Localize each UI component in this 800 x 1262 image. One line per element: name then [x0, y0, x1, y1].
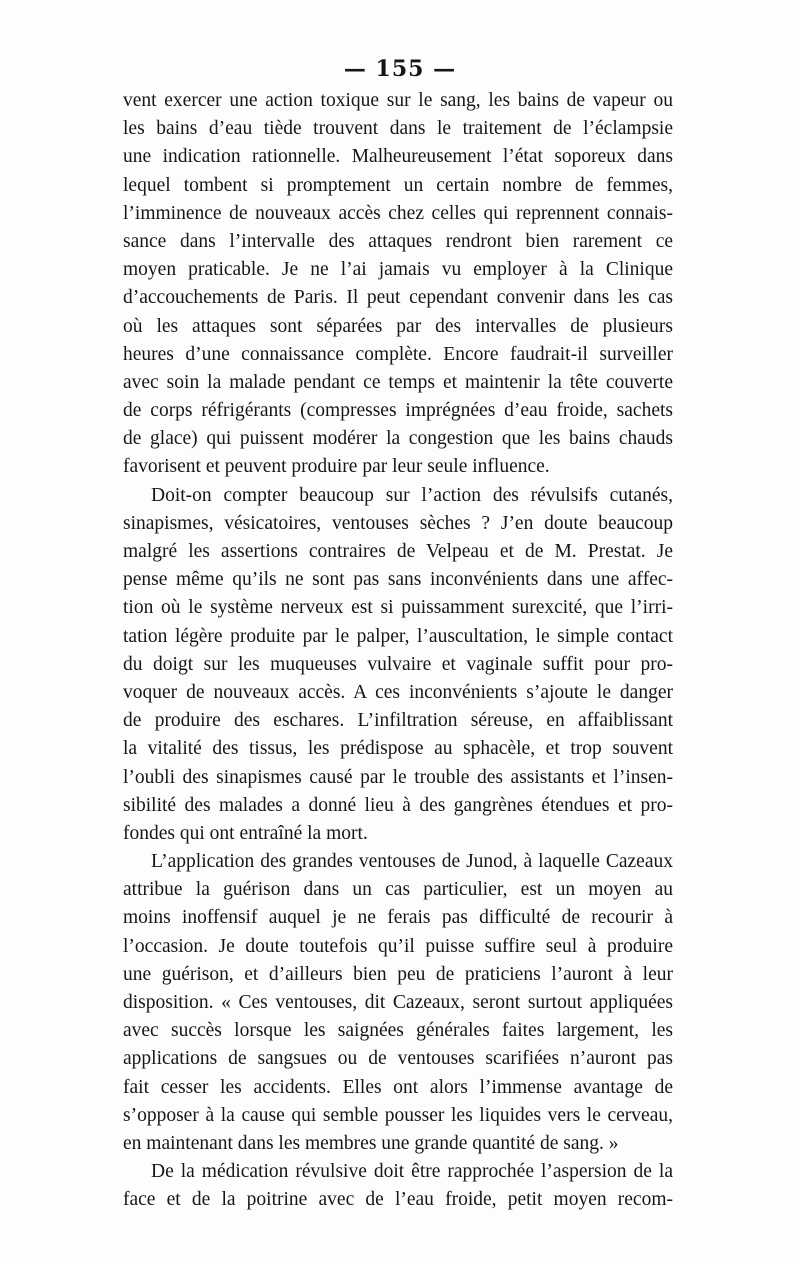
text-line: du doigt sur les muqueuses vulvaire et vaginale suffit pour pro- — [123, 653, 673, 675]
text-line: avec succès lorsque les saignées générales faites largement, les — [123, 1020, 673, 1042]
text-line: l’oubli des sinapismes causé par le trouble des assistants et l’insen- — [123, 766, 673, 788]
text-line: l’imminence de nouveaux accès chez celles qui reprennent connais- — [123, 202, 673, 224]
text-line: sance dans l’intervalle des attaques rendront bien rarement ce — [123, 230, 673, 252]
text-line: heures d’une connaissance complète. Encore faudrait-il surveiller — [123, 343, 673, 365]
text-line: malgré les assertions contraires de Velpeau et de M. Prestat. Je — [123, 541, 673, 562]
text-line: L’application des grandes ventouses de Junod, à laquelle Cazeaux — [151, 851, 673, 873]
text-line: disposition. « Ces ventouses, dit Cazeaux, seront surtout appliquées — [123, 992, 673, 1013]
text-line: une indication rationnelle. Malheureusement l’état soporeux dans — [123, 146, 673, 168]
text-line: moyen praticable. Je ne l’ai jamais vu employer à la Clinique — [123, 259, 673, 281]
text-line: d’accouchements de Paris. Il peut cependant convenir dans les cas — [123, 287, 673, 309]
text-line: tion où le système nerveux est si puissamment surexcité, que l’irri- — [123, 597, 673, 619]
page-number: — 155 — — [343, 56, 457, 82]
text-line: sibilité des malades a donné lieu à des gangrènes étendues et pro- — [123, 794, 673, 816]
text-line: la vitalité des tissus, les prédispose au sphacèle, et trop souvent — [123, 738, 673, 760]
text-line: lequel tombent si promptement un certain nombre de femmes, — [123, 174, 673, 196]
body-text — [123, 87, 673, 1215]
text-line: applications de sangsues ou de ventouses scarifiées n’auront pas — [123, 1048, 673, 1070]
text-line: de corps réfrigérants (compresses imprégnées d’eau froide, sachets — [123, 400, 673, 422]
text-line: s’opposer à la cause qui semble pousser les liquides vers le cerveau, — [123, 1104, 673, 1126]
text-line: de glace) qui puissent modérer la congestion que les bains chauds — [123, 428, 673, 450]
text-line: moins inoffensif auquel je ne ferais pas difficulté de recourir à — [123, 907, 673, 929]
text-line: les bains d’eau tiède trouvent dans le traitement de l’éclampsie — [123, 118, 673, 140]
text-line: l’occasion. Je doute toutefois qu’il puisse suffire seul à produire — [123, 935, 673, 957]
text-line: Doit-on compter beaucoup sur l’action des révulsifs cutanés, — [151, 484, 673, 506]
text-line: de produire des eschares. L’infiltration séreuse, en affaiblissant — [123, 710, 673, 732]
text-line: face et de la poitrine avec de l’eau froide, petit moyen recom- — [123, 1189, 673, 1211]
text-line: une guérison, et d’ailleurs bien peu de praticiens l’auront à leur — [123, 963, 673, 985]
text-line: fondes qui ont entraîné la mort. — [123, 822, 368, 844]
text-line: De la médication révulsive doit être rapprochée l’aspersion de la — [151, 1161, 673, 1183]
text-line: pense même qu’ils ne sont pas sans inconvénients dans une affec- — [123, 569, 673, 591]
text-line: en maintenant dans les membres une grande quantité de sang. » — [123, 1132, 619, 1154]
text-line: où les attaques sont séparées par des intervalles de plusieurs — [123, 315, 673, 337]
text-line: attribue la guérison dans un cas particulier, est un moyen au — [123, 879, 673, 901]
text-line: sinapismes, vésicatoires, ventouses sèches ? J’en doute beaucoup — [123, 512, 673, 534]
text-line: vent exercer une action toxique sur le sang, les bains de vapeur ou — [123, 90, 673, 111]
text-line: voquer de nouveaux accès. A ces inconvénients s’ajoute le danger — [123, 681, 673, 703]
text-line: fait cesser les accidents. Elles ont alors l’immense avantage de — [123, 1076, 673, 1098]
text-line: tation légère produite par le palper, l’auscultation, le simple contact — [123, 625, 673, 647]
text-line: avec soin la malade pendant ce temps et maintenir la tête couverte — [123, 371, 673, 393]
text-line: favorisent et peuvent produire par leur seule influence. — [123, 456, 550, 478]
